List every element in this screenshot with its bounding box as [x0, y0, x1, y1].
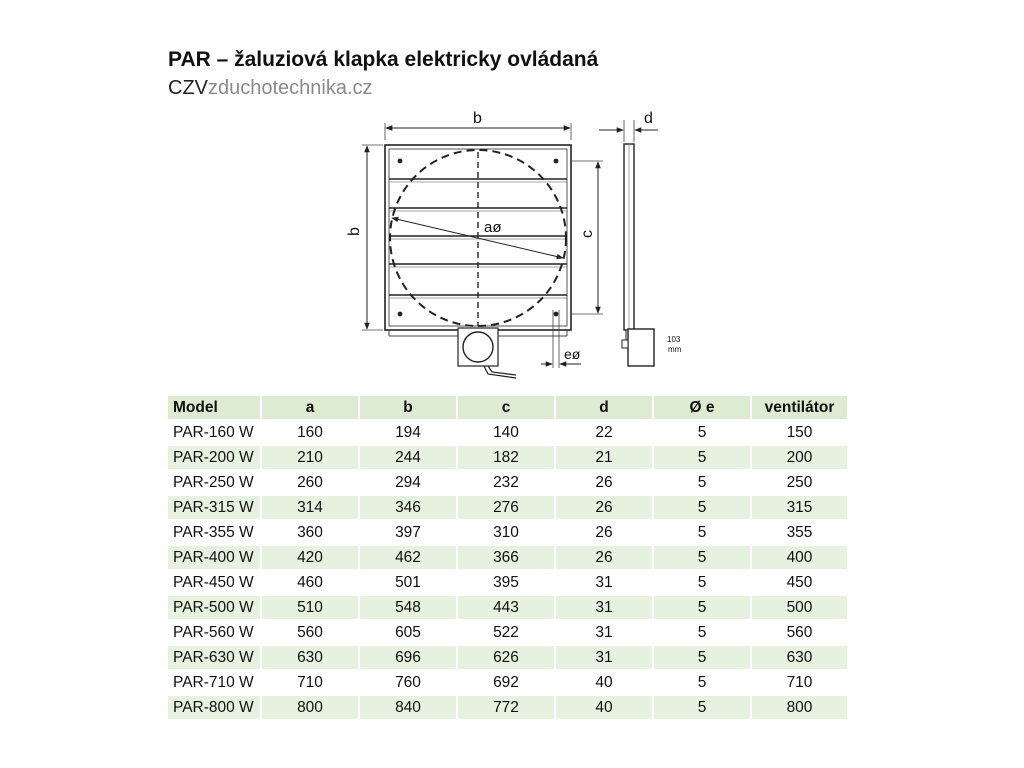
table-row — [168, 496, 847, 519]
col-header-fan: ventilátor — [752, 396, 847, 419]
page-title: PAR – žaluziová klapka elektricky ovládaná — [168, 48, 599, 71]
col-header-b: b — [360, 396, 456, 419]
cell-fan: 710 — [786, 673, 813, 691]
cell-e: 5 — [697, 673, 707, 691]
cell-fan: 200 — [752, 446, 847, 469]
cell-e: 5 — [654, 546, 750, 569]
table-row — [168, 621, 847, 644]
cell-model: PAR-500 W — [168, 596, 260, 619]
cell-e: 5 — [654, 696, 750, 719]
label-a: aø — [484, 219, 502, 236]
brand-site: zduchotechnika.cz — [208, 77, 373, 99]
cell-a: 630 — [262, 646, 358, 669]
table-row — [168, 521, 847, 544]
cell-b: 501 — [395, 573, 421, 591]
cell-model: PAR-315 W — [168, 496, 260, 519]
label-b-top: b — [473, 110, 482, 127]
cell-e: 5 — [697, 623, 707, 641]
cell-a: 800 — [262, 696, 358, 719]
cell-fan: 355 — [786, 523, 813, 541]
label-e: eø — [564, 346, 581, 362]
cell-fan: 560 — [786, 623, 813, 641]
cell-d: 22 — [595, 423, 613, 441]
cell-c: 692 — [493, 673, 519, 691]
cell-fan: 800 — [752, 696, 847, 719]
cell-e: 5 — [697, 523, 707, 541]
cell-b: 760 — [395, 673, 421, 691]
label-103: 103 — [667, 335, 681, 344]
cell-d: 31 — [595, 573, 613, 591]
cell-fan: 400 — [752, 546, 847, 569]
cell-e: 5 — [654, 596, 750, 619]
cell-fan: 315 — [752, 496, 847, 519]
col-header-e: Ø e — [654, 396, 750, 419]
table-row — [168, 471, 847, 494]
cell-a: 160 — [297, 423, 323, 441]
cell-fan: 150 — [786, 423, 813, 441]
cell-model: PAR-800 W — [168, 696, 260, 719]
cell-c: 626 — [458, 646, 554, 669]
table-header-row — [168, 396, 847, 419]
cell-fan: 450 — [786, 573, 813, 591]
cell-c: 522 — [493, 623, 519, 641]
cell-fan: 250 — [786, 473, 813, 491]
cell-d: 26 — [556, 546, 652, 569]
table-row — [168, 696, 847, 719]
table-row — [168, 671, 847, 694]
cell-c: 140 — [493, 423, 519, 441]
cell-b: 462 — [360, 546, 456, 569]
side-view — [622, 144, 654, 366]
cell-d: 26 — [556, 496, 652, 519]
table-row — [168, 646, 847, 669]
label-c: c — [579, 230, 596, 238]
cell-d: 40 — [595, 673, 613, 691]
cell-a: 710 — [297, 673, 323, 691]
cell-b: 194 — [395, 423, 421, 441]
cell-b: 696 — [360, 646, 456, 669]
cell-model: PAR-630 W — [168, 646, 260, 669]
cell-e: 5 — [654, 446, 750, 469]
label-d: d — [644, 110, 653, 127]
cell-e: 5 — [697, 473, 707, 491]
cell-c: 232 — [493, 473, 519, 491]
table-row — [168, 546, 847, 569]
cell-e: 5 — [654, 646, 750, 669]
brand-prefix: CZV — [168, 77, 208, 99]
cell-b: 397 — [395, 523, 421, 541]
cell-b: 548 — [360, 596, 456, 619]
table-row — [168, 571, 847, 594]
cell-a: 560 — [297, 623, 323, 641]
table-row — [168, 596, 847, 619]
cell-b: 294 — [395, 473, 421, 491]
col-header-model: Model — [168, 396, 260, 419]
cell-c: 366 — [458, 546, 554, 569]
cell-fan: 630 — [752, 646, 847, 669]
cell-a: 420 — [262, 546, 358, 569]
cell-a: 210 — [262, 446, 358, 469]
cell-c: 772 — [458, 696, 554, 719]
cell-d: 40 — [556, 696, 652, 719]
label-mm: mm — [668, 345, 682, 354]
cell-model: PAR-160 W — [173, 423, 254, 441]
cell-a: 260 — [297, 473, 323, 491]
cell-d: 26 — [595, 523, 613, 541]
cell-d: 31 — [556, 596, 652, 619]
cell-a: 510 — [262, 596, 358, 619]
cell-d: 31 — [595, 623, 613, 641]
cell-model: PAR-200 W — [168, 446, 260, 469]
cell-b: 605 — [395, 623, 421, 641]
cell-c: 443 — [458, 596, 554, 619]
cell-model: PAR-355 W — [173, 523, 254, 541]
spec-table — [166, 394, 849, 721]
cell-model: PAR-710 W — [173, 673, 254, 691]
table-row — [168, 446, 847, 469]
col-header-d: d — [556, 396, 652, 419]
cell-e: 5 — [697, 423, 707, 441]
cell-model: PAR-450 W — [173, 573, 254, 591]
col-header-a: a — [262, 396, 358, 419]
cell-a: 360 — [297, 523, 323, 541]
cell-model: PAR-560 W — [173, 623, 254, 641]
cell-d: 21 — [556, 446, 652, 469]
cell-b: 346 — [360, 496, 456, 519]
cell-c: 395 — [493, 573, 519, 591]
cell-d: 31 — [556, 646, 652, 669]
cell-model: PAR-400 W — [168, 546, 260, 569]
cell-e: 5 — [654, 496, 750, 519]
cell-b: 244 — [360, 446, 456, 469]
cell-c: 310 — [493, 523, 519, 541]
cell-c: 276 — [458, 496, 554, 519]
cell-b: 840 — [360, 696, 456, 719]
cell-fan: 500 — [752, 596, 847, 619]
table-row — [168, 421, 847, 444]
label-b-side: b — [346, 227, 363, 236]
cell-c: 182 — [458, 446, 554, 469]
cell-e: 5 — [697, 573, 707, 591]
cell-a: 460 — [297, 573, 323, 591]
cell-a: 314 — [262, 496, 358, 519]
cell-d: 26 — [595, 473, 613, 491]
col-header-c: c — [458, 396, 554, 419]
cell-model: PAR-250 W — [173, 473, 254, 491]
